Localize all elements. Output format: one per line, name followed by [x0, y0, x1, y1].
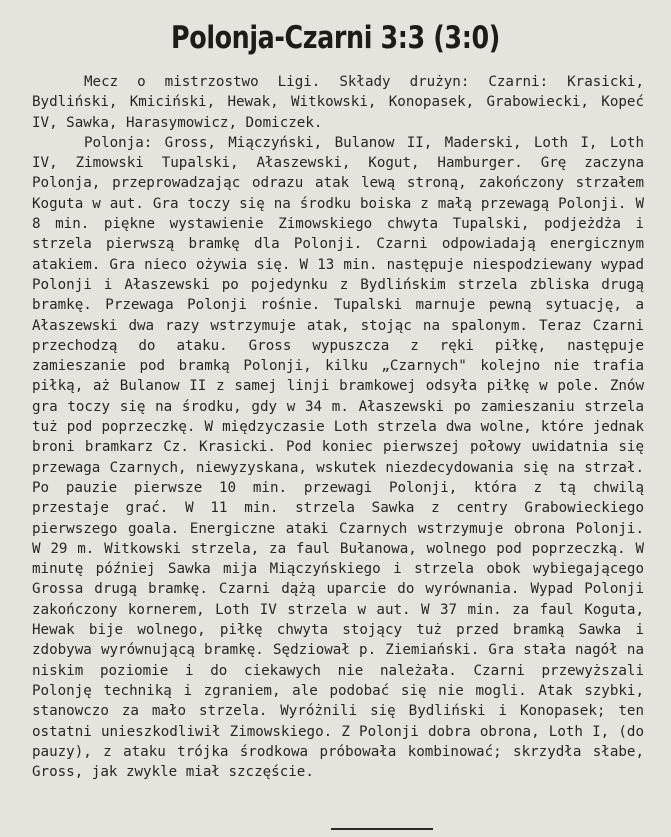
- article-headline: Polonja-Czarni 3:3 (3:0): [171, 20, 500, 56]
- article-paragraph-lineups: Mecz o mistrzostwo Ligi. Składy drużyn: Czarni: Krasicki, Bydliński, Kmiciński, Hewak, Witkowski, Konopasek, Grabowiecki, Kopeć IV, Sawka, Harasymowicz, Domiczek.: [32, 74, 644, 131]
- end-rule-divider: [331, 828, 433, 830]
- article-body: [32, 72, 644, 782]
- article-paragraph-match-report: Polonja: Gross, Miączyński, Bulanow II, Maderski, Loth I, Loth IV, Zimowski Tupalski, Ałaszewski, Kogut, Hamburger. Grę zaczyna Polonja, przeprowadzając odrazu atak lewą stroną, zakończony strzałem Koguta w aut. Gra toczy się na środku boiska z małą przewagą Polonji. W 8 min. piękne wystawienie Zimowskiego chwyta Tupalski, podjeżdża i strzela pierwszą bramkę dla Polonji. Czarni odpowiadają energicznym atakiem. Gra nieco ożywia się. W 13 min. następuje niespodziewany wypad Polonji i Ałaszewski po pojedynku z Bydlińskim strzela zbliska drugą bramkę. Przewaga Polonji rośnie. Tupalski marnuje pewną sytuację, a Ałaszewski dwa razy wstrzymuje atak, stojąc na spalonym. Teraz Czarni przechodzą do ataku. Gross wypuszcza z ręki piłkę, następuje zamieszanie pod bramką Polonji, kilku „Czarnych" kolejno nie trafia piłką, aż Bulanow II z samej linji bramkowej odsyła piłkę w pole. Znów gra toczy się na środku, gdy w 34 m. Ałaszewski po zamieszaniu strzela tuż pod poprzeczkę. W międzyczasie Loth strzela dwa wolne, które jednak broni bramkarz Cz. Krasicki. Pod koniec pierwszej połowy uwidatnia się przewaga Czarnych, niewyzyskana, wskutek niezdecydowania się na strzał. Po pauzie pierwsze 10 min. przewagi Polonji, która z tą chwilą przestaje grać. W 11 min. strzela Sawka z centry Grabowieckiego pierwszego goala. Energiczne ataki Czarnych wstrzymuje obrona Polonji. W 29 m. Witkowski strzela, za faul Bułanowa, wolnego pod poprzeczką. W minutę później Sawka mija Miączyńskiego i strzela obok wybiegającego Grossa drugą bramkę. Czarni dążą uparcie do wyrównania. Wypad Polonji zakończony kornerem, Loth IV strzela w aut. W 37 min. za faul Koguta, Hewak bije wolnego, piłkę chwyta stojący tuż przed bramką Sawka i zdobywa wyrównującą bramkę. Sędziował p. Ziemiański. Gra stała nagół na niskim poziomie i do ciekawych nie należała. Czarni przewyższali Polonję techniką i zgraniem, ale podobać się nie mogli. Atak szybki, stanowczo za mało strzela. Wyróżnili się Bydliński i Konopasek; ten ostatni unieszkodliwił Zimowskiego. Z Polonji dobra obrona, Loth I, (do pauzy), z ataku trójka środkowa próbowała kombinować; skrzydła słabe, Gross, jak zwykle miał szczęście.: [32, 134, 644, 781]
